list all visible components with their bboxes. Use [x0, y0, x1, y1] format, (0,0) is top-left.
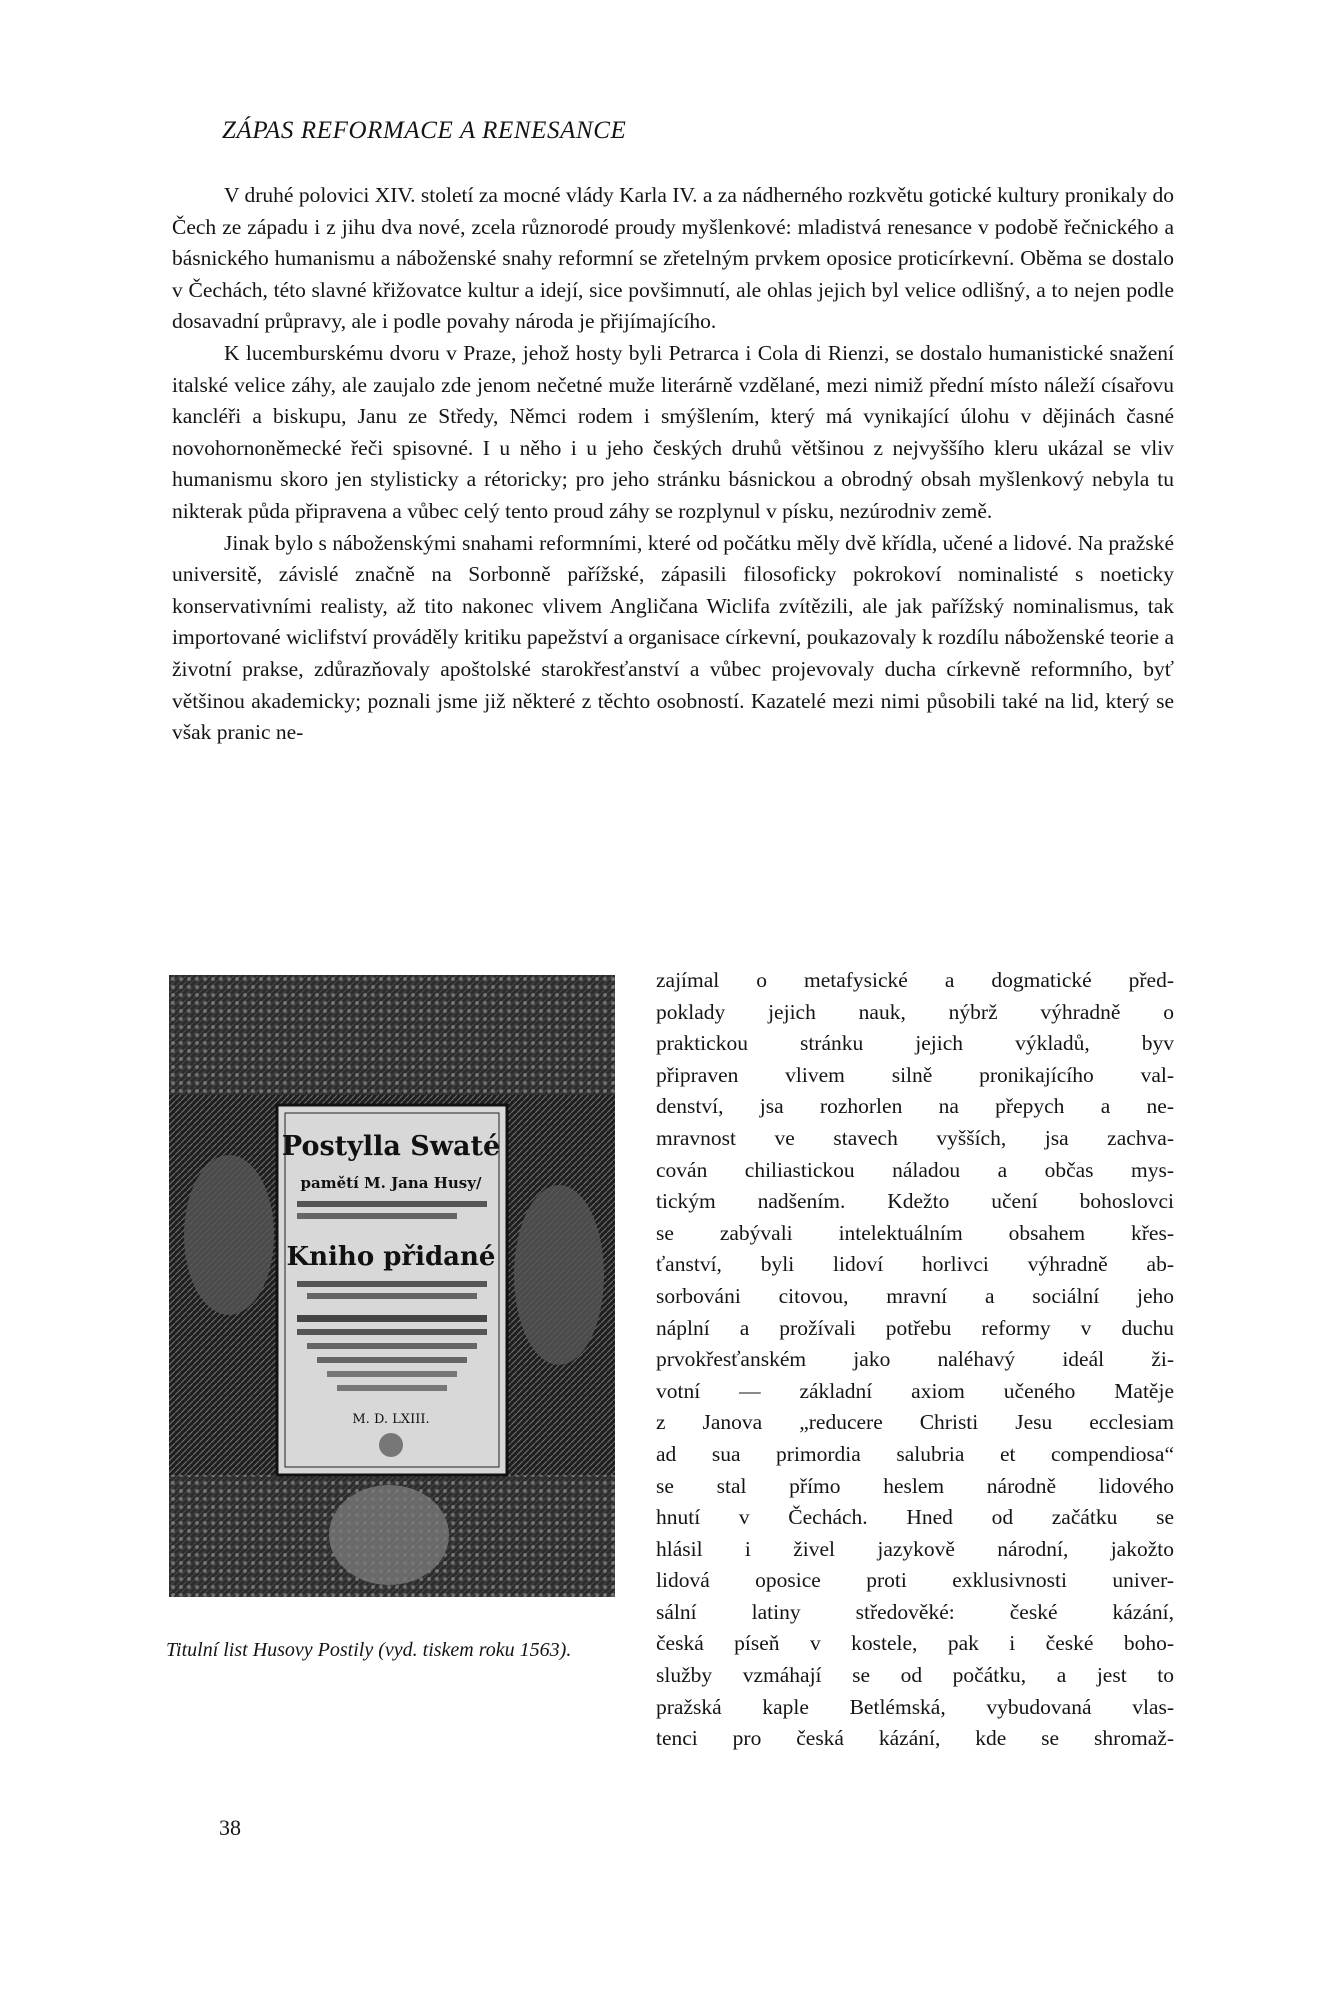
column-line: se zabývali intelektuálním obsahem křes- — [656, 1220, 1174, 1245]
body-text-column — [656, 965, 1174, 1755]
column-line: tickým nadšením. Kdežto učení bohoslovci — [656, 1189, 1174, 1214]
column-line: zajímal o metafysické a dogmatické před- — [656, 968, 1174, 992]
column-line: ad sua primordia salubria et compendiosa“ — [656, 1441, 1174, 1466]
column-line: náplní a prožívali potřebu reformy v duchu — [656, 1315, 1174, 1340]
column-line: česká píseň v kostele, pak i české boho- — [656, 1631, 1174, 1656]
column-line: poklady jejich nauk, nýbrž výhradně o — [656, 999, 1174, 1024]
paragraph-1: V druhé polovici XIV. století za mocné vlády Karla IV. a za nádherného rozkvětu gotické kultury pronikaly do Čech ze západu i z jihu dva nové, zcela různorodé proudy myšlenkové: mladistvá renesance v podobě řečnického a básnického humanismu a náboženské snahy reformní se zřetelným prvkem oposice proticírkevní. Oběma se dostalo v Čechách, této slavné křižovatce kultur a idejí, sice povšimnutí, ale ohlas jejich byl velice odlišný, a to nejen podle dosavadní průpravy, ale i podle povahy národa je přijímajícího. — [172, 183, 1174, 334]
chapter-heading: ZÁPAS REFORMACE A RENESANCE — [222, 117, 627, 144]
column-line: mravnost ve stavech vyšších, jsa zachva- — [656, 1125, 1174, 1150]
body-text-full-width — [172, 180, 1174, 749]
figure-title-line-3: Kniho přidané — [286, 1242, 496, 1272]
column-line: prvokřesťanském jako naléhavý ideál ži- — [656, 1347, 1174, 1372]
column-line: hnutí v Čechách. Hned od začátku se — [656, 1505, 1174, 1530]
column-line: sorbováni citovou, mravní a sociální jeho — [656, 1283, 1174, 1308]
column-line: sální latiny středověké: české kázání, — [656, 1599, 1174, 1624]
column-line: připraven vlivem silně pronikajícího val- — [656, 1062, 1174, 1087]
column-line: lidová oposice proti exklusivnosti univer- — [656, 1568, 1174, 1593]
column-line: z Janova „reducere Christi Jesu ecclesiam — [656, 1410, 1174, 1435]
column-line: praktickou stránku jejich výkladů, byv — [656, 1031, 1174, 1056]
column-line: služby vzmáhají se od počátku, a jest to — [656, 1663, 1174, 1688]
figure-date-line: M. D. LXIII. — [352, 1412, 430, 1427]
column-line: ťanství, byli lidoví horlivci výhradně ab- — [656, 1252, 1174, 1277]
column-line: tenci pro česká kázání, kde se shromaž- — [656, 1726, 1174, 1751]
column-line: hlásil i živel jazykově národní, jakožto — [656, 1536, 1174, 1561]
figure-caption: Titulní list Husovy Postily (vyd. tiskem roku 1563). — [166, 1639, 572, 1661]
paragraph-3: Jinak bylo s náboženskými snahami reformními, které od počátku měly dvě křídla, učené a lidové. Na pražské universitě, závislé značně na Sorbonně pařížské, zápasili filosoficky pokrokoví nominalisté s noeticky konservativními realisty, až tito nakonec vlivem Angličana Wiclifa zvítězili, ale jak pařížský nominalismus, tak importované wiclifství prováděly kritiku papežství a organisace církevní, poukazovaly k rozdílu náboženské teorie a životní prakse, zdůrazňovaly apoštolské starokřesťanství a vůbec projevovaly ducha církevně reformního, byť většinou akademicky; poznali jsme již některé z těchto osobností. Kazatelé mezi nimi působili také na lid, který se však pranic ne- — [172, 530, 1174, 745]
figure-title-line-2: pamětí M. Jana Husy/ — [300, 1174, 482, 1192]
column-line: se stal přímo heslem národně lidového — [656, 1473, 1174, 1498]
column-line: pražská kaple Betlémská, vybudovaná vlas- — [656, 1694, 1174, 1719]
column-line: denství, jsa rozhorlen na přepych a ne- — [656, 1094, 1174, 1119]
paragraph-2: K lucemburskému dvoru v Praze, jehož hosty byli Petrarca i Cola di Rienzi, se dostalo humanistické snažení italské velice záhy, ale zaujalo zde jenom nečetné muže literárně vzdělané, mezi nimiž přední místo náleží císařovu kancléři a biskupu, Janu ze Středy, Němci rodem i smýšlením, který má vynikající úlohu v dějinách časné novohornoněmecké řeči spisovné. I u něho i u jeho českých druhů většinou z nejvyššího kleru ukázal se vliv humanismu skoro jen stylisticky a rétoricky; pro jeho stránku básnickou a obrodný obsah myšlenkový nebyla tu nikterak půda připravena a vůbec celý tento proud záhy se rozplynul v písku, nezúrodniv země. — [172, 340, 1174, 523]
woodcut-image — [169, 975, 615, 1597]
figure-title-line-1: Postylla Swaté — [281, 1131, 501, 1162]
column-line: cován chiliastickou náladou a občas mys- — [656, 1157, 1174, 1182]
column-line: votní — základní axiom učeného Matěje — [656, 1378, 1174, 1403]
title-page-illustration — [169, 975, 615, 1597]
page-number: 38 — [219, 1815, 241, 1840]
